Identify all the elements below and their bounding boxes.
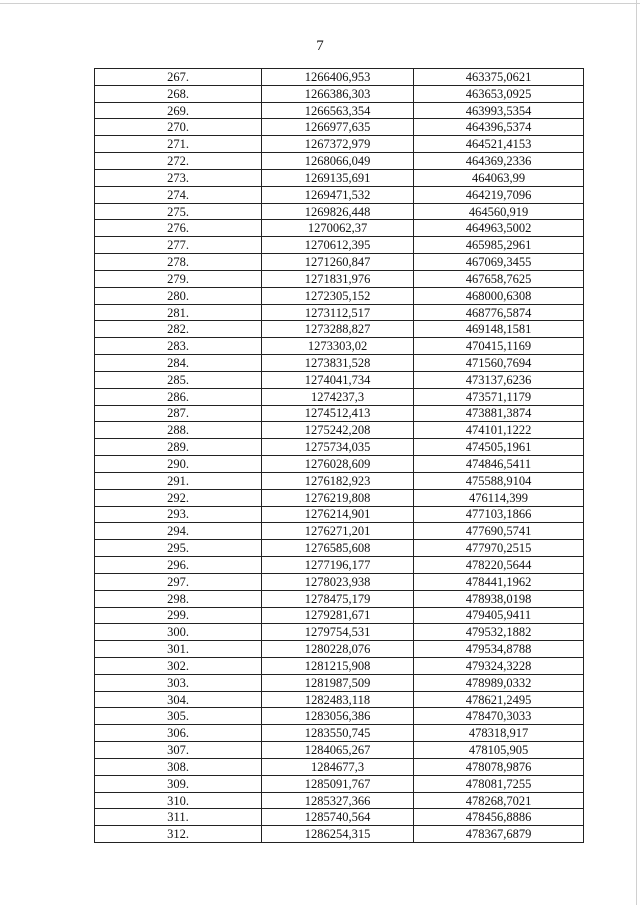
- point-number-cell: 277.: [95, 237, 262, 254]
- y-coordinate-cell: 478220,5644: [414, 557, 584, 574]
- point-number-cell: 288.: [95, 422, 262, 439]
- point-number-cell: 282.: [95, 321, 262, 338]
- y-coordinate-cell: 470415,1169: [414, 338, 584, 355]
- x-coordinate-cell: 1285327,366: [262, 792, 414, 809]
- y-coordinate-cell: 478318,917: [414, 725, 584, 742]
- x-coordinate-cell: 1267372,979: [262, 136, 414, 153]
- table-row: [95, 102, 584, 119]
- x-coordinate-cell: 1266563,354: [262, 102, 414, 119]
- y-coordinate-cell: 478938,0198: [414, 590, 584, 607]
- point-number-cell: 269.: [95, 102, 262, 119]
- y-coordinate-cell: 474101,1222: [414, 422, 584, 439]
- point-number-cell: 308.: [95, 758, 262, 775]
- table-row: [95, 557, 584, 574]
- x-coordinate-cell: 1283056,386: [262, 708, 414, 725]
- y-coordinate-cell: 477690,5741: [414, 523, 584, 540]
- x-coordinate-cell: 1274237,3: [262, 388, 414, 405]
- y-coordinate-cell: 469148,1581: [414, 321, 584, 338]
- x-coordinate-cell: 1273112,517: [262, 304, 414, 321]
- x-coordinate-cell: 1276219,808: [262, 489, 414, 506]
- x-coordinate-cell: 1269826,448: [262, 203, 414, 220]
- point-number-cell: 275.: [95, 203, 262, 220]
- x-coordinate-cell: 1276214,901: [262, 506, 414, 523]
- y-coordinate-cell: 478456,8886: [414, 809, 584, 826]
- point-number-cell: 303.: [95, 674, 262, 691]
- x-coordinate-cell: 1276271,201: [262, 523, 414, 540]
- y-coordinate-cell: 463653,0925: [414, 85, 584, 102]
- point-number-cell: 291.: [95, 472, 262, 489]
- x-coordinate-cell: 1273288,827: [262, 321, 414, 338]
- table-row: [95, 792, 584, 809]
- y-coordinate-cell: 478989,0332: [414, 674, 584, 691]
- x-coordinate-cell: 1275734,035: [262, 439, 414, 456]
- x-coordinate-cell: 1269135,691: [262, 169, 414, 186]
- x-coordinate-cell: 1271831,976: [262, 270, 414, 287]
- y-coordinate-cell: 464521,4153: [414, 136, 584, 153]
- x-coordinate-cell: 1274041,734: [262, 371, 414, 388]
- point-number-cell: 302.: [95, 657, 262, 674]
- y-coordinate-cell: 465985,2961: [414, 237, 584, 254]
- point-number-cell: 289.: [95, 439, 262, 456]
- table-row: [95, 439, 584, 456]
- table-row: [95, 355, 584, 372]
- x-coordinate-cell: 1279281,671: [262, 607, 414, 624]
- y-coordinate-cell: 479324,3228: [414, 657, 584, 674]
- x-coordinate-cell: 1269471,532: [262, 186, 414, 203]
- y-coordinate-cell: 464219,7096: [414, 186, 584, 203]
- table-row: [95, 742, 584, 759]
- point-number-cell: 268.: [95, 85, 262, 102]
- table-row: [95, 237, 584, 254]
- y-coordinate-cell: 478367,6879: [414, 826, 584, 843]
- point-number-cell: 306.: [95, 725, 262, 742]
- table-row: [95, 371, 584, 388]
- point-number-cell: 310.: [95, 792, 262, 809]
- point-number-cell: 305.: [95, 708, 262, 725]
- table-row: [95, 422, 584, 439]
- table-row: [95, 607, 584, 624]
- table-row: [95, 321, 584, 338]
- x-coordinate-cell: 1275242,208: [262, 422, 414, 439]
- table-row: [95, 725, 584, 742]
- scan-edge-right: [636, 0, 637, 905]
- coordinates-table: [94, 68, 584, 843]
- x-coordinate-cell: 1285091,767: [262, 775, 414, 792]
- point-number-cell: 278.: [95, 254, 262, 271]
- point-number-cell: 311.: [95, 809, 262, 826]
- y-coordinate-cell: 471560,7694: [414, 355, 584, 372]
- point-number-cell: 309.: [95, 775, 262, 792]
- table-row: [95, 220, 584, 237]
- point-number-cell: 292.: [95, 489, 262, 506]
- table-row: [95, 153, 584, 170]
- page-number: 7: [316, 38, 324, 54]
- table-row: [95, 809, 584, 826]
- x-coordinate-cell: 1284065,267: [262, 742, 414, 759]
- table-row: [95, 405, 584, 422]
- point-number-cell: 300.: [95, 624, 262, 641]
- y-coordinate-cell: 477970,2515: [414, 540, 584, 557]
- table-row: [95, 540, 584, 557]
- x-coordinate-cell: 1277196,177: [262, 557, 414, 574]
- x-coordinate-cell: 1270062,37: [262, 220, 414, 237]
- x-coordinate-cell: 1273831,528: [262, 355, 414, 372]
- table-row: [95, 573, 584, 590]
- y-coordinate-cell: 464560,919: [414, 203, 584, 220]
- x-coordinate-cell: 1280228,076: [262, 641, 414, 658]
- y-coordinate-cell: 479405,9411: [414, 607, 584, 624]
- x-coordinate-cell: 1276182,923: [262, 472, 414, 489]
- y-coordinate-cell: 478078,9876: [414, 758, 584, 775]
- point-number-cell: 297.: [95, 573, 262, 590]
- point-number-cell: 307.: [95, 742, 262, 759]
- y-coordinate-cell: 478441,1962: [414, 573, 584, 590]
- point-number-cell: 274.: [95, 186, 262, 203]
- x-coordinate-cell: 1266406,953: [262, 69, 414, 86]
- x-coordinate-cell: 1268066,049: [262, 153, 414, 170]
- y-coordinate-cell: 478621,2495: [414, 691, 584, 708]
- table-row: [95, 624, 584, 641]
- point-number-cell: 276.: [95, 220, 262, 237]
- table-row: [95, 775, 584, 792]
- y-coordinate-cell: 473137,6236: [414, 371, 584, 388]
- table-row: [95, 489, 584, 506]
- y-coordinate-cell: 467658,7625: [414, 270, 584, 287]
- table-row: [95, 186, 584, 203]
- table-row: [95, 691, 584, 708]
- x-coordinate-cell: 1283550,745: [262, 725, 414, 742]
- table-row: [95, 523, 584, 540]
- point-number-cell: 299.: [95, 607, 262, 624]
- y-coordinate-cell: 473881,3874: [414, 405, 584, 422]
- point-number-cell: 270.: [95, 119, 262, 136]
- table-row: [95, 254, 584, 271]
- y-coordinate-cell: 478268,7021: [414, 792, 584, 809]
- table-row: [95, 472, 584, 489]
- table-row: [95, 506, 584, 523]
- y-coordinate-cell: 464963,5002: [414, 220, 584, 237]
- table-row: [95, 388, 584, 405]
- y-coordinate-cell: 474505,1961: [414, 439, 584, 456]
- table-row: [95, 203, 584, 220]
- x-coordinate-cell: 1274512,413: [262, 405, 414, 422]
- table-row: [95, 674, 584, 691]
- x-coordinate-cell: 1278023,938: [262, 573, 414, 590]
- x-coordinate-cell: 1286254,315: [262, 826, 414, 843]
- point-number-cell: 271.: [95, 136, 262, 153]
- y-coordinate-cell: 467069,3455: [414, 254, 584, 271]
- table-row: [95, 826, 584, 843]
- point-number-cell: 285.: [95, 371, 262, 388]
- point-number-cell: 286.: [95, 388, 262, 405]
- point-number-cell: 304.: [95, 691, 262, 708]
- table-row: [95, 169, 584, 186]
- x-coordinate-cell: 1276028,609: [262, 456, 414, 473]
- scan-edge-top: [0, 3, 640, 4]
- y-coordinate-cell: 476114,399: [414, 489, 584, 506]
- table-row: [95, 69, 584, 86]
- table-row: [95, 338, 584, 355]
- point-number-cell: 283.: [95, 338, 262, 355]
- x-coordinate-cell: 1271260,847: [262, 254, 414, 271]
- x-coordinate-cell: 1284677,3: [262, 758, 414, 775]
- point-number-cell: 281.: [95, 304, 262, 321]
- y-coordinate-cell: 479532,1882: [414, 624, 584, 641]
- table-row: [95, 304, 584, 321]
- y-coordinate-cell: 468000,6308: [414, 287, 584, 304]
- x-coordinate-cell: 1273303,02: [262, 338, 414, 355]
- x-coordinate-cell: 1285740,564: [262, 809, 414, 826]
- y-coordinate-cell: 474846,5411: [414, 456, 584, 473]
- x-coordinate-cell: 1279754,531: [262, 624, 414, 641]
- y-coordinate-cell: 463993,5354: [414, 102, 584, 119]
- table-row: [95, 657, 584, 674]
- y-coordinate-cell: 463375,0621: [414, 69, 584, 86]
- point-number-cell: 284.: [95, 355, 262, 372]
- y-coordinate-cell: 475588,9104: [414, 472, 584, 489]
- point-number-cell: 273.: [95, 169, 262, 186]
- y-coordinate-cell: 478081,7255: [414, 775, 584, 792]
- y-coordinate-cell: 468776,5874: [414, 304, 584, 321]
- table-row: [95, 456, 584, 473]
- table-row: [95, 119, 584, 136]
- point-number-cell: 293.: [95, 506, 262, 523]
- x-coordinate-cell: 1272305,152: [262, 287, 414, 304]
- point-number-cell: 298.: [95, 590, 262, 607]
- point-number-cell: 301.: [95, 641, 262, 658]
- table-row: [95, 708, 584, 725]
- table-row: [95, 758, 584, 775]
- coordinates-table-body: [95, 69, 584, 843]
- point-number-cell: 312.: [95, 826, 262, 843]
- table-row: [95, 136, 584, 153]
- point-number-cell: 280.: [95, 287, 262, 304]
- y-coordinate-cell: 478470,3033: [414, 708, 584, 725]
- y-coordinate-cell: 464063,99: [414, 169, 584, 186]
- y-coordinate-cell: 478105,905: [414, 742, 584, 759]
- x-coordinate-cell: 1276585,608: [262, 540, 414, 557]
- table-row: [95, 270, 584, 287]
- x-coordinate-cell: 1281987,509: [262, 674, 414, 691]
- x-coordinate-cell: 1278475,179: [262, 590, 414, 607]
- x-coordinate-cell: 1270612,395: [262, 237, 414, 254]
- point-number-cell: 287.: [95, 405, 262, 422]
- point-number-cell: 290.: [95, 456, 262, 473]
- point-number-cell: 267.: [95, 69, 262, 86]
- point-number-cell: 294.: [95, 523, 262, 540]
- x-coordinate-cell: 1266386,303: [262, 85, 414, 102]
- table-row: [95, 590, 584, 607]
- y-coordinate-cell: 479534,8788: [414, 641, 584, 658]
- table-row: [95, 287, 584, 304]
- point-number-cell: 272.: [95, 153, 262, 170]
- table-row: [95, 85, 584, 102]
- table-row: [95, 641, 584, 658]
- y-coordinate-cell: 473571,1179: [414, 388, 584, 405]
- y-coordinate-cell: 464369,2336: [414, 153, 584, 170]
- x-coordinate-cell: 1282483,118: [262, 691, 414, 708]
- y-coordinate-cell: 464396,5374: [414, 119, 584, 136]
- point-number-cell: 279.: [95, 270, 262, 287]
- y-coordinate-cell: 477103,1866: [414, 506, 584, 523]
- x-coordinate-cell: 1266977,635: [262, 119, 414, 136]
- point-number-cell: 296.: [95, 557, 262, 574]
- x-coordinate-cell: 1281215,908: [262, 657, 414, 674]
- point-number-cell: 295.: [95, 540, 262, 557]
